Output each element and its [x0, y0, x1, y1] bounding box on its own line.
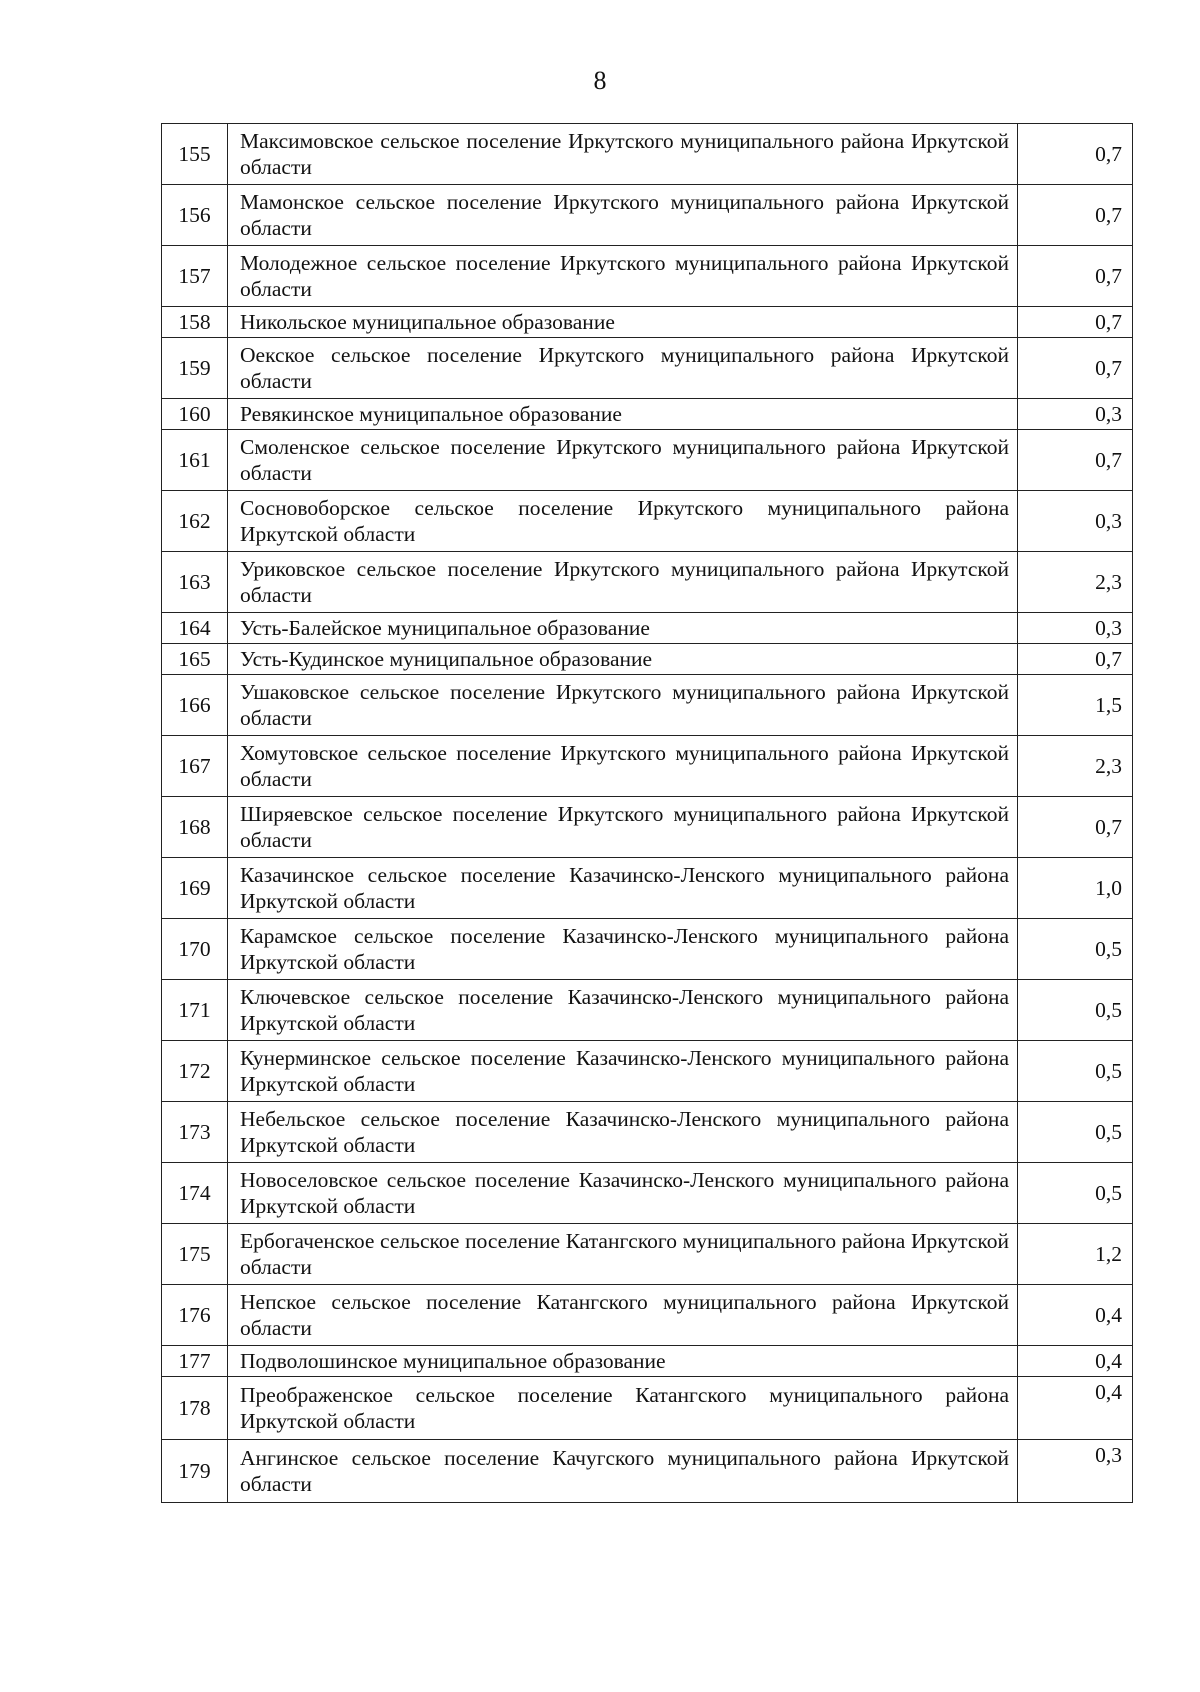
row-value: 0,4: [1018, 1285, 1133, 1346]
municipality-name: Уриковское сельское поселение Иркутского муниципального района Иркутской области: [228, 552, 1018, 613]
row-value: 1,0: [1018, 858, 1133, 919]
table-row: [162, 1102, 1133, 1163]
row-number: 171: [162, 980, 228, 1041]
table-row: [162, 1285, 1133, 1346]
municipality-name: Ключевское сельское поселение Казачинско-Ленского муниципального района Иркутской области: [228, 980, 1018, 1041]
row-value: 2,3: [1018, 736, 1133, 797]
row-value: 0,3: [1018, 1440, 1133, 1503]
row-value: 0,5: [1018, 1163, 1133, 1224]
row-value: 0,5: [1018, 1041, 1133, 1102]
row-number: 170: [162, 919, 228, 980]
municipality-name: Ширяевское сельское поселение Иркутского муниципального района Иркутской области: [228, 797, 1018, 858]
municipality-name: Смоленское сельское поселение Иркутского муниципального района Иркутской области: [228, 430, 1018, 491]
municipality-name: Карамское сельское поселение Казачинско-Ленского муниципального района Иркутской области: [228, 919, 1018, 980]
row-value: 1,5: [1018, 675, 1133, 736]
municipality-name: Мамонское сельское поселение Иркутского муниципального района Иркутской области: [228, 185, 1018, 246]
table-row: [162, 644, 1133, 675]
table-row: [162, 399, 1133, 430]
table-row: [162, 246, 1133, 307]
table-row: [162, 307, 1133, 338]
row-value: 0,3: [1018, 399, 1133, 430]
municipality-name: Хомутовское сельское поселение Иркутского муниципального района Иркутской области: [228, 736, 1018, 797]
row-value: 0,7: [1018, 246, 1133, 307]
municipality-name: Ербогаченское сельское поселение Катангского муниципального района Иркутской области: [228, 1224, 1018, 1285]
row-number: 159: [162, 338, 228, 399]
row-value: 0,7: [1018, 797, 1133, 858]
table-row: [162, 736, 1133, 797]
municipality-name: Казачинское сельское поселение Казачинско-Ленского муниципального района Иркутской области: [228, 858, 1018, 919]
row-number: 162: [162, 491, 228, 552]
row-value: 0,4: [1018, 1346, 1133, 1377]
row-value: 0,7: [1018, 338, 1133, 399]
row-number: 161: [162, 430, 228, 491]
row-number: 173: [162, 1102, 228, 1163]
row-number: 174: [162, 1163, 228, 1224]
row-number: 179: [162, 1440, 228, 1503]
row-value: 0,7: [1018, 430, 1133, 491]
municipality-name: Ангинское сельское поселение Качугского муниципального района Иркутской области: [228, 1440, 1018, 1503]
municipality-name: Непское сельское поселение Катангского муниципального района Иркутской области: [228, 1285, 1018, 1346]
row-number: 168: [162, 797, 228, 858]
table-row: [162, 1346, 1133, 1377]
row-number: 165: [162, 644, 228, 675]
municipality-name: Максимовское сельское поселение Иркутского муниципального района Иркутской области: [228, 124, 1018, 185]
row-number: 156: [162, 185, 228, 246]
row-value: 0,7: [1018, 644, 1133, 675]
table-row: [162, 1224, 1133, 1285]
municipality-name: Ушаковское сельское поселение Иркутского муниципального района Иркутской области: [228, 675, 1018, 736]
page-number: 8: [593, 66, 607, 95]
row-number: 177: [162, 1346, 228, 1377]
table-row: [162, 338, 1133, 399]
table-row: [162, 1163, 1133, 1224]
row-value: 0,7: [1018, 124, 1133, 185]
table-row: [162, 1440, 1133, 1503]
table-row: [162, 613, 1133, 644]
municipality-name: Молодежное сельское поселение Иркутского муниципального района Иркутской области: [228, 246, 1018, 307]
row-value: 0,5: [1018, 919, 1133, 980]
table-row: [162, 124, 1133, 185]
row-number: 172: [162, 1041, 228, 1102]
row-value: 2,3: [1018, 552, 1133, 613]
allocation-table: [161, 123, 1133, 1503]
municipality-name: Новоселовское сельское поселение Казачинско-Ленского муниципального района Иркутской области: [228, 1163, 1018, 1224]
row-number: 167: [162, 736, 228, 797]
row-value: 1,2: [1018, 1224, 1133, 1285]
municipality-name: Оекское сельское поселение Иркутского муниципального района Иркутской области: [228, 338, 1018, 399]
row-number: 155: [162, 124, 228, 185]
row-number: 164: [162, 613, 228, 644]
row-number: 160: [162, 399, 228, 430]
municipality-name: Усть-Кудинское муниципальное образование: [228, 644, 1018, 675]
row-value: 0,3: [1018, 491, 1133, 552]
row-value: 0,7: [1018, 307, 1133, 338]
row-value: 0,3: [1018, 613, 1133, 644]
table-row: [162, 552, 1133, 613]
municipality-name: Сосновоборское сельское поселение Иркутского муниципального района Иркутской области: [228, 491, 1018, 552]
municipality-name: Ревякинское муниципальное образование: [228, 399, 1018, 430]
row-number: 166: [162, 675, 228, 736]
table-row: [162, 919, 1133, 980]
municipality-name: Небельское сельское поселение Казачинско-Ленского муниципального района Иркутской области: [228, 1102, 1018, 1163]
table-row: [162, 430, 1133, 491]
table-row: [162, 1041, 1133, 1102]
municipality-name: Никольское муниципальное образование: [228, 307, 1018, 338]
row-number: 157: [162, 246, 228, 307]
row-number: 175: [162, 1224, 228, 1285]
table-row: [162, 1377, 1133, 1440]
row-value: 0,5: [1018, 980, 1133, 1041]
municipality-name: Преображенское сельское поселение Катангского муниципального района Иркутской области: [228, 1377, 1018, 1440]
row-number: 158: [162, 307, 228, 338]
municipality-name: Усть-Балейское муниципальное образование: [228, 613, 1018, 644]
row-value: 0,5: [1018, 1102, 1133, 1163]
row-number: 163: [162, 552, 228, 613]
row-value: 0,7: [1018, 185, 1133, 246]
row-number: 169: [162, 858, 228, 919]
row-value: 0,4: [1018, 1377, 1133, 1440]
table-row: [162, 491, 1133, 552]
row-number: 178: [162, 1377, 228, 1440]
table-row: [162, 980, 1133, 1041]
table-row: [162, 185, 1133, 246]
table-row: [162, 797, 1133, 858]
table-row: [162, 858, 1133, 919]
municipality-name: Кунерминское сельское поселение Казачинско-Ленского муниципального района Иркутской области: [228, 1041, 1018, 1102]
municipality-name: Подволошинское муниципальное образование: [228, 1346, 1018, 1377]
row-number: 176: [162, 1285, 228, 1346]
table-row: [162, 675, 1133, 736]
